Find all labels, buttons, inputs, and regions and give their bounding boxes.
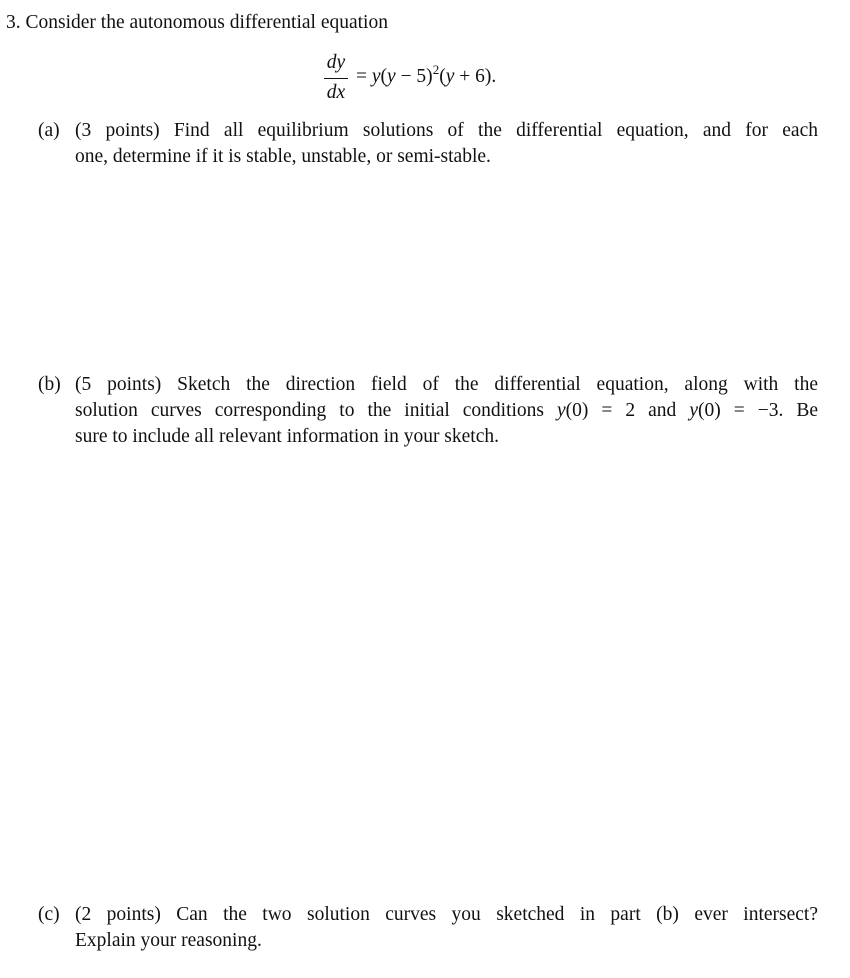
problem-intro: Consider the autonomous differential equation bbox=[25, 12, 388, 33]
problem-number: 3. bbox=[6, 12, 21, 33]
problem-heading bbox=[6, 10, 388, 36]
ic2-var: y bbox=[689, 399, 698, 421]
part-c-label: (c) bbox=[38, 904, 60, 925]
fraction-denominator: dx bbox=[326, 82, 346, 103]
equals-sign: = bbox=[356, 66, 372, 87]
part-b-line-2 bbox=[75, 398, 818, 424]
ic1-var: y bbox=[557, 399, 566, 421]
fraction-bar bbox=[324, 78, 348, 79]
ic1-value: (0) = 2 and bbox=[565, 399, 690, 421]
rhs-var: y bbox=[445, 66, 455, 87]
fraction-numerator: dy bbox=[326, 52, 346, 73]
part-a bbox=[38, 118, 818, 170]
part-c-line-2: Explain your reasoning. bbox=[75, 929, 262, 951]
equation-rhs bbox=[356, 64, 496, 90]
part-a-line-2: one, determine if it is stable, unstable, or semi-stable. bbox=[75, 145, 491, 167]
rhs-var: y bbox=[387, 66, 396, 87]
rhs-paren: ( bbox=[380, 66, 388, 87]
part-b-line-1: (5 points) Sketch the direction field of the differential equation, along with the bbox=[75, 374, 818, 395]
rhs-paren: ( bbox=[439, 66, 446, 87]
part-b-label: (b) bbox=[38, 374, 61, 395]
ic2-value: (0) = −3. Be bbox=[697, 399, 818, 421]
part-b-line-3: sure to include all relevant information in your sketch. bbox=[75, 425, 500, 447]
part-a-line-1: (3 points) Find all equilibrium solutions of the differential equation, and for each bbox=[75, 120, 818, 141]
part-c bbox=[38, 902, 818, 954]
part-b bbox=[38, 372, 818, 450]
rhs-var: y bbox=[371, 66, 381, 87]
part-b-line-2-text: solution curves corresponding to the initial conditions bbox=[75, 399, 558, 421]
part-a-label: (a) bbox=[38, 120, 60, 141]
rhs-exponent: 2 bbox=[432, 62, 440, 77]
part-c-line-1: (2 points) Can the two solution curves you sketched in part (b) ever intersect? bbox=[75, 904, 818, 925]
rhs-factor: − 5) bbox=[395, 66, 433, 87]
rhs-factor: + 6). bbox=[454, 66, 497, 87]
